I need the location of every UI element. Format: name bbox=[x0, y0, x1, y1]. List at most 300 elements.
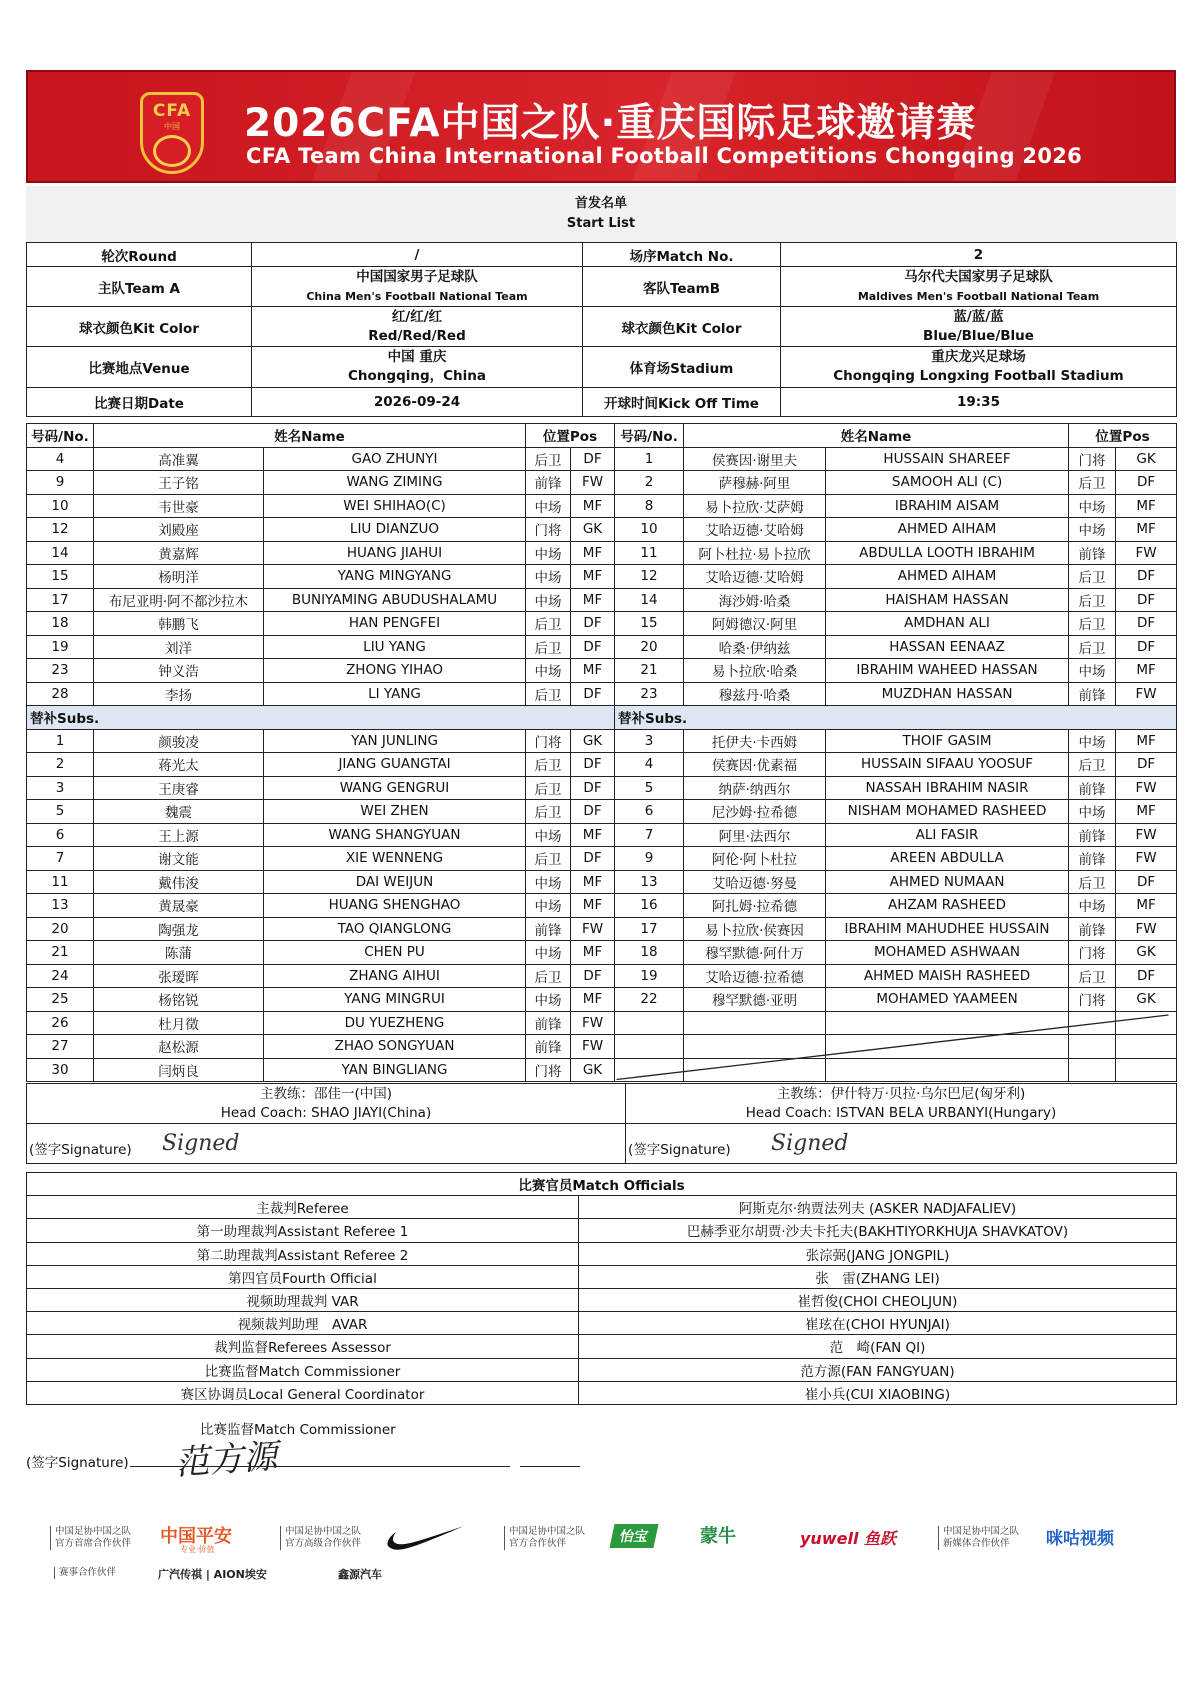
table-row bbox=[27, 917, 1177, 941]
player-number: 2 bbox=[27, 753, 94, 777]
player-number: 20 bbox=[615, 635, 684, 659]
home-team-value bbox=[252, 267, 583, 307]
player-name-cn: 王庚睿 bbox=[94, 776, 264, 800]
venue-value bbox=[252, 347, 583, 388]
player-position: MF bbox=[1116, 800, 1177, 824]
player-name-cn: 艾哈迈德·艾哈姆 bbox=[684, 518, 826, 542]
empty-cell bbox=[684, 1011, 826, 1035]
player-name-en: HUANG SHENGHAO bbox=[264, 894, 526, 918]
official-name: 范 崎(FAN QI) bbox=[579, 1335, 1177, 1358]
player-position: GK bbox=[1116, 941, 1177, 965]
player-number: 18 bbox=[27, 612, 94, 636]
player-number: 15 bbox=[615, 612, 684, 636]
player-number: 4 bbox=[615, 753, 684, 777]
column-header-name: 姓名Name bbox=[684, 424, 1069, 448]
banner-title-cn: 2026CFA中国之队·重庆国际足球邀请赛 bbox=[244, 101, 977, 146]
officials-table bbox=[26, 1172, 1177, 1405]
gac-aion-logo: 广汽传祺 | AION埃安 bbox=[158, 1568, 267, 1581]
players-header-row bbox=[27, 424, 1177, 448]
player-name-cn: 尼沙姆·拉希德 bbox=[684, 800, 826, 824]
away-kit-value bbox=[781, 307, 1177, 347]
player-name-en: WANG SHANGYUAN bbox=[264, 823, 526, 847]
player-name-cn: 易卜拉欣·艾萨姆 bbox=[684, 494, 826, 518]
table-row bbox=[27, 870, 1177, 894]
player-position-cn: 中场 bbox=[1069, 659, 1116, 683]
player-position-cn: 后卫 bbox=[526, 847, 571, 871]
away-kit-label: 球衣颜色Kit Color bbox=[583, 307, 781, 347]
player-name-en: ZHANG AIHUI bbox=[264, 964, 526, 988]
player-position-cn: 后卫 bbox=[526, 612, 571, 636]
player-number: 7 bbox=[27, 847, 94, 871]
commissioner-signature: 范方源 bbox=[173, 1436, 279, 1484]
start-list-title-cn: 首发名单 bbox=[574, 196, 627, 211]
player-number: 13 bbox=[27, 894, 94, 918]
player-name-cn: 韩鹏飞 bbox=[94, 612, 264, 636]
nike-swoosh-icon bbox=[386, 1520, 466, 1556]
player-position-cn: 后卫 bbox=[1069, 612, 1116, 636]
player-position: GK bbox=[1116, 447, 1177, 471]
player-name-cn: 纳萨·纳西尔 bbox=[684, 776, 826, 800]
player-name-cn: 杜月徵 bbox=[94, 1011, 264, 1035]
player-name-cn: 阿姆德汉·阿里 bbox=[684, 612, 826, 636]
player-position-cn: 中场 bbox=[526, 988, 571, 1012]
table-row bbox=[27, 1058, 1177, 1082]
xinyuan-logo: 鑫源汽车 bbox=[338, 1568, 382, 1581]
official-row bbox=[27, 1312, 1177, 1335]
official-name: 崔玹在(CHOI HYUNJAI) bbox=[579, 1312, 1177, 1335]
player-position: MF bbox=[571, 988, 615, 1012]
player-position-cn: 后卫 bbox=[1069, 635, 1116, 659]
empty-cell bbox=[1069, 1058, 1116, 1082]
player-position: FW bbox=[1116, 917, 1177, 941]
start-list-title-en: Start List bbox=[566, 216, 636, 231]
table-row bbox=[27, 964, 1177, 988]
player-name-en: THOIF GASIM bbox=[826, 729, 1069, 753]
official-row bbox=[27, 1381, 1177, 1404]
column-header-name: 姓名Name bbox=[94, 424, 526, 448]
player-name-cn: 艾哈迈德·艾哈姆 bbox=[684, 565, 826, 589]
empty-cell bbox=[684, 1035, 826, 1059]
player-name-cn: 易卜拉欣·侯赛因 bbox=[684, 917, 826, 941]
empty-cell bbox=[1069, 1035, 1116, 1059]
player-name-en: HAISHAM HASSAN bbox=[826, 588, 1069, 612]
player-number: 16 bbox=[615, 894, 684, 918]
player-position: DF bbox=[571, 776, 615, 800]
player-position: FW bbox=[1116, 682, 1177, 706]
player-name-en: HUANG JIAHUI bbox=[264, 541, 526, 565]
player-name-cn: 易卜拉欣·哈桑 bbox=[684, 659, 826, 683]
player-name-en: LIU DIANZUO bbox=[264, 518, 526, 542]
home-signature: Signed bbox=[162, 1131, 240, 1156]
player-position-cn: 后卫 bbox=[526, 635, 571, 659]
official-row bbox=[27, 1242, 1177, 1265]
player-number: 11 bbox=[27, 870, 94, 894]
yibao-logo: 怡宝 bbox=[609, 1524, 658, 1548]
player-name-en: IBRAHIM AISAM bbox=[826, 494, 1069, 518]
away-team-value bbox=[781, 267, 1177, 307]
away-coach bbox=[626, 1084, 1177, 1124]
player-name-en: HUSSAIN SIFAAU YOOSUF bbox=[826, 753, 1069, 777]
sponsor-label-official bbox=[504, 1526, 585, 1550]
empty-cell bbox=[826, 1058, 1069, 1082]
player-number: 1 bbox=[27, 729, 94, 753]
player-position-cn: 前锋 bbox=[1069, 917, 1116, 941]
player-name-en: TAO QIANGLONG bbox=[264, 917, 526, 941]
away-coach-cn: 主教练：伊什特万·贝拉·乌尔巴尼(匈牙利) bbox=[776, 1085, 1026, 1102]
player-position-cn: 门将 bbox=[1069, 447, 1116, 471]
away-team-en: Maldives Men's Football National Team bbox=[857, 289, 1100, 303]
player-position: DF bbox=[571, 635, 615, 659]
player-position: MF bbox=[1116, 894, 1177, 918]
stadium-value bbox=[781, 347, 1177, 388]
date-value: 2026-09-24 bbox=[252, 388, 583, 417]
empty-cell bbox=[1116, 1035, 1177, 1059]
subs-header-row bbox=[27, 706, 1177, 730]
player-name-en: ALI FASIR bbox=[826, 823, 1069, 847]
player-name-cn: 阿卜杜拉·易卜拉欣 bbox=[684, 541, 826, 565]
player-name-en: GAO ZHUNYI bbox=[264, 447, 526, 471]
home-team-cn: 中国国家男子足球队 bbox=[356, 268, 478, 285]
player-position-cn: 中场 bbox=[526, 659, 571, 683]
table-row bbox=[27, 753, 1177, 777]
kickoff-label: 开球时间Kick Off Time bbox=[583, 388, 781, 417]
player-number: 10 bbox=[615, 518, 684, 542]
player-position: MF bbox=[571, 659, 615, 683]
table-row bbox=[27, 588, 1177, 612]
player-position-cn: 门将 bbox=[1069, 988, 1116, 1012]
player-name-cn: 哈桑·伊纳兹 bbox=[684, 635, 826, 659]
player-number: 14 bbox=[615, 588, 684, 612]
table-row bbox=[27, 447, 1177, 471]
official-row bbox=[27, 1265, 1177, 1288]
away-team-cn: 马尔代夫国家男子足球队 bbox=[904, 268, 1053, 285]
home-subs-label: 替补Subs. bbox=[27, 706, 615, 730]
player-name-en: CHEN PU bbox=[264, 941, 526, 965]
player-position-cn: 中场 bbox=[526, 823, 571, 847]
player-number: 23 bbox=[615, 682, 684, 706]
player-position-cn: 中场 bbox=[1069, 894, 1116, 918]
player-number: 24 bbox=[27, 964, 94, 988]
player-name-en: AHZAM RASHEED bbox=[826, 894, 1069, 918]
player-number: 7 bbox=[615, 823, 684, 847]
crest-subtext: 中国 bbox=[164, 122, 180, 131]
player-position: FW bbox=[571, 917, 615, 941]
empty-cell bbox=[826, 1011, 1069, 1035]
player-position-cn: 前锋 bbox=[1069, 823, 1116, 847]
home-coach-en: Head Coach: SHAO JIAYI(China) bbox=[220, 1104, 432, 1121]
player-name-cn: 钟义浩 bbox=[94, 659, 264, 683]
player-number: 3 bbox=[615, 729, 684, 753]
stadium-en: Chongqing Longxing Football Stadium bbox=[833, 368, 1124, 384]
player-position-cn: 后卫 bbox=[1069, 565, 1116, 589]
player-number: 1 bbox=[615, 447, 684, 471]
player-position-cn: 门将 bbox=[1069, 941, 1116, 965]
sponsor-label-media bbox=[938, 1526, 1019, 1550]
player-name-cn: 戴伟浚 bbox=[94, 870, 264, 894]
away-signature-cell bbox=[626, 1124, 1177, 1164]
player-number: 9 bbox=[615, 847, 684, 871]
official-role: 视频助理裁判 VAR bbox=[27, 1288, 579, 1311]
player-position-cn: 前锋 bbox=[1069, 682, 1116, 706]
official-role: 第一助理裁判Assistant Referee 1 bbox=[27, 1219, 579, 1242]
player-number: 17 bbox=[615, 917, 684, 941]
venue-en: Chongqing，China bbox=[348, 368, 486, 384]
date-label: 比赛日期Date bbox=[27, 388, 252, 417]
away-kit-cn: 蓝/蓝/蓝 bbox=[953, 308, 1004, 325]
start-list-title bbox=[26, 186, 1176, 242]
player-name-cn: 黄嘉辉 bbox=[94, 541, 264, 565]
player-name-cn: 蒋光太 bbox=[94, 753, 264, 777]
player-name-en: YANG MINGYANG bbox=[264, 565, 526, 589]
official-role: 第二助理裁判Assistant Referee 2 bbox=[27, 1242, 579, 1265]
player-position: FW bbox=[571, 1011, 615, 1035]
player-name-cn: 刘洋 bbox=[94, 635, 264, 659]
table-row bbox=[27, 1011, 1177, 1035]
player-position: DF bbox=[571, 612, 615, 636]
player-position: DF bbox=[1116, 635, 1177, 659]
away-signature: Signed bbox=[771, 1131, 849, 1156]
player-position: MF bbox=[1116, 518, 1177, 542]
empty-cell bbox=[615, 1011, 684, 1035]
stadium-label: 体育场Stadium bbox=[583, 347, 781, 388]
match-no-value: 2 bbox=[781, 243, 1177, 267]
player-number: 12 bbox=[615, 565, 684, 589]
player-name-cn: 艾哈迈德·拉希德 bbox=[684, 964, 826, 988]
official-name: 张淙弼(JANG JONGPIL) bbox=[579, 1242, 1177, 1265]
sponsor-label-senior bbox=[280, 1526, 361, 1550]
column-header-no: 号码/No. bbox=[27, 424, 94, 448]
player-name-cn: 王上源 bbox=[94, 823, 264, 847]
player-number: 30 bbox=[27, 1058, 94, 1082]
table-row bbox=[27, 541, 1177, 565]
player-position-cn: 后卫 bbox=[1069, 471, 1116, 495]
player-position-cn: 后卫 bbox=[526, 800, 571, 824]
player-name-en: HAN PENGFEI bbox=[264, 612, 526, 636]
table-row bbox=[27, 988, 1177, 1012]
player-number: 6 bbox=[615, 800, 684, 824]
player-position: MF bbox=[571, 541, 615, 565]
home-coach-cn: 主教练：邵佳一(中国) bbox=[259, 1085, 393, 1102]
player-position: DF bbox=[571, 964, 615, 988]
player-name-cn: 杨铭锐 bbox=[94, 988, 264, 1012]
player-name-en: WANG GENGRUI bbox=[264, 776, 526, 800]
home-kit-en: Red/Red/Red bbox=[368, 327, 466, 344]
player-name-en: ZHONG YIHAO bbox=[264, 659, 526, 683]
player-position-cn: 前锋 bbox=[526, 471, 571, 495]
header-banner bbox=[26, 70, 1176, 183]
official-name: 范方源(FAN FANGYUAN) bbox=[579, 1358, 1177, 1381]
player-position-cn: 后卫 bbox=[1069, 964, 1116, 988]
player-name-en: IBRAHIM MAHUDHEE HUSSAIN bbox=[826, 917, 1069, 941]
official-row bbox=[27, 1196, 1177, 1219]
player-position: FW bbox=[1116, 541, 1177, 565]
official-name: 崔哲俊(CHOI CHEOLJUN) bbox=[579, 1288, 1177, 1311]
player-number: 26 bbox=[27, 1011, 94, 1035]
sponsor-label-event bbox=[54, 1567, 116, 1579]
empty-cell bbox=[1069, 1011, 1116, 1035]
player-position-cn: 后卫 bbox=[526, 753, 571, 777]
migu-logo: 咪咕视频 bbox=[1046, 1529, 1114, 1549]
table-row bbox=[27, 1035, 1177, 1059]
table-row bbox=[27, 659, 1177, 683]
player-position: MF bbox=[571, 823, 615, 847]
player-name-cn: 王子铭 bbox=[94, 471, 264, 495]
player-position-cn: 中场 bbox=[526, 565, 571, 589]
home-team-en: China Men's Football National Team bbox=[306, 289, 528, 303]
table-row bbox=[27, 894, 1177, 918]
player-name-en: LIU YANG bbox=[264, 635, 526, 659]
official-role: 裁判监督Referees Assessor bbox=[27, 1335, 579, 1358]
player-name-en: BUNIYAMING ABUDUSHALAMU bbox=[264, 588, 526, 612]
official-name: 巴赫季亚尔胡贾·沙夫卡托夫(BAKHTIYORKHUJA SHAVKATOV) bbox=[579, 1219, 1177, 1242]
player-position-cn: 中场 bbox=[526, 588, 571, 612]
player-position: DF bbox=[571, 753, 615, 777]
table-row bbox=[27, 847, 1177, 871]
player-position: DF bbox=[1116, 612, 1177, 636]
pingan-logo: 中国平安 bbox=[160, 1526, 232, 1547]
away-signature-label: (签字Signature) bbox=[628, 1142, 731, 1158]
player-number: 3 bbox=[27, 776, 94, 800]
player-number: 14 bbox=[27, 541, 94, 565]
player-name-en: IBRAHIM WAHEED HASSAN bbox=[826, 659, 1069, 683]
player-number: 19 bbox=[27, 635, 94, 659]
player-name-en: JIANG GUANGTAI bbox=[264, 753, 526, 777]
player-position: MF bbox=[571, 941, 615, 965]
player-position: DF bbox=[1116, 964, 1177, 988]
banner-title-en: CFA Team China International Football Competitions Chongqing 2026 bbox=[246, 144, 1083, 168]
player-position: DF bbox=[1116, 753, 1177, 777]
table-row bbox=[27, 823, 1177, 847]
player-name-cn: 穆罕默德·阿什万 bbox=[684, 941, 826, 965]
player-position: MF bbox=[1116, 494, 1177, 518]
player-name-en: NISHAM MOHAMED RASHEED bbox=[826, 800, 1069, 824]
official-role: 赛区协调员Local General Coordinator bbox=[27, 1381, 579, 1404]
player-position-cn: 中场 bbox=[1069, 518, 1116, 542]
player-position: FW bbox=[1116, 776, 1177, 800]
player-number: 21 bbox=[615, 659, 684, 683]
home-signature-cell bbox=[27, 1124, 626, 1164]
official-name: 阿斯克尔·纳贾法列夫 (ASKER NADJAFALIEV) bbox=[579, 1196, 1177, 1219]
player-number: 6 bbox=[27, 823, 94, 847]
home-kit-cn: 红/红/红 bbox=[391, 308, 443, 325]
player-name-cn: 穆罕默德·亚明 bbox=[684, 988, 826, 1012]
player-name-cn: 高准翼 bbox=[94, 447, 264, 471]
player-name-en: HASSAN EENAAZ bbox=[826, 635, 1069, 659]
player-name-cn: 萨穆赫·阿里 bbox=[684, 471, 826, 495]
venue-label: 比赛地点Venue bbox=[27, 347, 252, 388]
player-name-cn: 谢文能 bbox=[94, 847, 264, 871]
player-name-cn: 黄晟豪 bbox=[94, 894, 264, 918]
player-position: DF bbox=[571, 847, 615, 871]
away-kit-en: Blue/Blue/Blue bbox=[923, 327, 1034, 344]
round-label: 轮次Round bbox=[27, 243, 252, 267]
table-row bbox=[27, 518, 1177, 542]
table-row bbox=[27, 776, 1177, 800]
player-number: 19 bbox=[615, 964, 684, 988]
player-name-cn: 李扬 bbox=[94, 682, 264, 706]
player-number: 23 bbox=[27, 659, 94, 683]
player-number: 12 bbox=[27, 518, 94, 542]
official-role: 视频裁判助理 AVAR bbox=[27, 1312, 579, 1335]
player-position: DF bbox=[1116, 471, 1177, 495]
commissioner-signature-label: (签字Signature) bbox=[26, 1455, 129, 1471]
player-name-en: AHMED MAISH RASHEED bbox=[826, 964, 1069, 988]
player-number: 10 bbox=[27, 494, 94, 518]
player-name-en: WEI SHIHAO(C) bbox=[264, 494, 526, 518]
crest-text: CFA bbox=[152, 101, 192, 121]
player-name-en: AHMED NUMAAN bbox=[826, 870, 1069, 894]
player-name-cn: 侯赛因·优素福 bbox=[684, 753, 826, 777]
player-name-en: DAI WEIJUN bbox=[264, 870, 526, 894]
player-name-en: WANG ZIMING bbox=[264, 471, 526, 495]
player-position-cn: 前锋 bbox=[526, 917, 571, 941]
player-name-cn: 布尼亚明·阿不都沙拉木 bbox=[94, 588, 264, 612]
sponsor-label-event-text: 赛事合作伙伴 bbox=[59, 1567, 117, 1578]
player-number: 17 bbox=[27, 588, 94, 612]
player-number: 9 bbox=[27, 471, 94, 495]
player-name-cn: 颜骏凌 bbox=[94, 729, 264, 753]
column-header-pos: 位置Pos bbox=[526, 424, 615, 448]
player-name-cn: 杨明洋 bbox=[94, 565, 264, 589]
player-position: DF bbox=[571, 447, 615, 471]
player-name-en: MUZDHAN HASSAN bbox=[826, 682, 1069, 706]
player-number: 11 bbox=[615, 541, 684, 565]
home-kit-value bbox=[252, 307, 583, 347]
player-number: 28 bbox=[27, 682, 94, 706]
player-name-en: ZHAO SONGYUAN bbox=[264, 1035, 526, 1059]
away-subs-label: 替补Subs. bbox=[615, 706, 1177, 730]
pingan-slogan: 专业·价值 bbox=[180, 1545, 215, 1554]
empty-cell bbox=[615, 1058, 684, 1082]
away-coach-en: Head Coach: ISTVAN BELA URBANYI(Hungary) bbox=[745, 1104, 1057, 1121]
player-position-cn: 前锋 bbox=[1069, 541, 1116, 565]
player-name-en: SAMOOH ALI (C) bbox=[826, 471, 1069, 495]
kickoff-value: 19:35 bbox=[781, 388, 1177, 417]
player-position-cn: 后卫 bbox=[526, 776, 571, 800]
player-position: MF bbox=[571, 870, 615, 894]
sponsor-label-media-text: 中国足协中国之队 新媒体合作伙伴 bbox=[943, 1526, 1020, 1549]
player-name-en: LI YANG bbox=[264, 682, 526, 706]
mengniu-logo: 蒙牛 bbox=[700, 1526, 736, 1547]
commissioner-label: 比赛监督Match Commissioner bbox=[200, 1422, 396, 1438]
table-row bbox=[27, 941, 1177, 965]
player-position: DF bbox=[1116, 565, 1177, 589]
player-name-en: HUSSAIN SHAREEF bbox=[826, 447, 1069, 471]
sponsor-label-senior-text: 中国足协中国之队 官方高级合作伙伴 bbox=[285, 1526, 362, 1549]
column-header-pos: 位置Pos bbox=[1069, 424, 1177, 448]
table-row bbox=[27, 494, 1177, 518]
official-row bbox=[27, 1288, 1177, 1311]
player-position: FW bbox=[571, 1035, 615, 1059]
player-name-en: DU YUEZHENG bbox=[264, 1011, 526, 1035]
player-name-en: AMDHAN ALI bbox=[826, 612, 1069, 636]
table-row bbox=[27, 565, 1177, 589]
player-name-cn: 阿扎姆·拉希德 bbox=[684, 894, 826, 918]
player-number: 22 bbox=[615, 988, 684, 1012]
player-name-en: WEI ZHEN bbox=[264, 800, 526, 824]
player-number: 13 bbox=[615, 870, 684, 894]
player-position-cn: 中场 bbox=[526, 941, 571, 965]
player-position-cn: 中场 bbox=[526, 870, 571, 894]
empty-cell bbox=[615, 1035, 684, 1059]
coach-table bbox=[26, 1083, 1177, 1164]
player-position: DF bbox=[1116, 870, 1177, 894]
crest-ball-icon bbox=[153, 135, 191, 167]
player-position-cn: 前锋 bbox=[1069, 847, 1116, 871]
home-coach bbox=[27, 1084, 626, 1124]
player-position-cn: 中场 bbox=[1069, 494, 1116, 518]
player-name-cn: 海沙姆·哈桑 bbox=[684, 588, 826, 612]
